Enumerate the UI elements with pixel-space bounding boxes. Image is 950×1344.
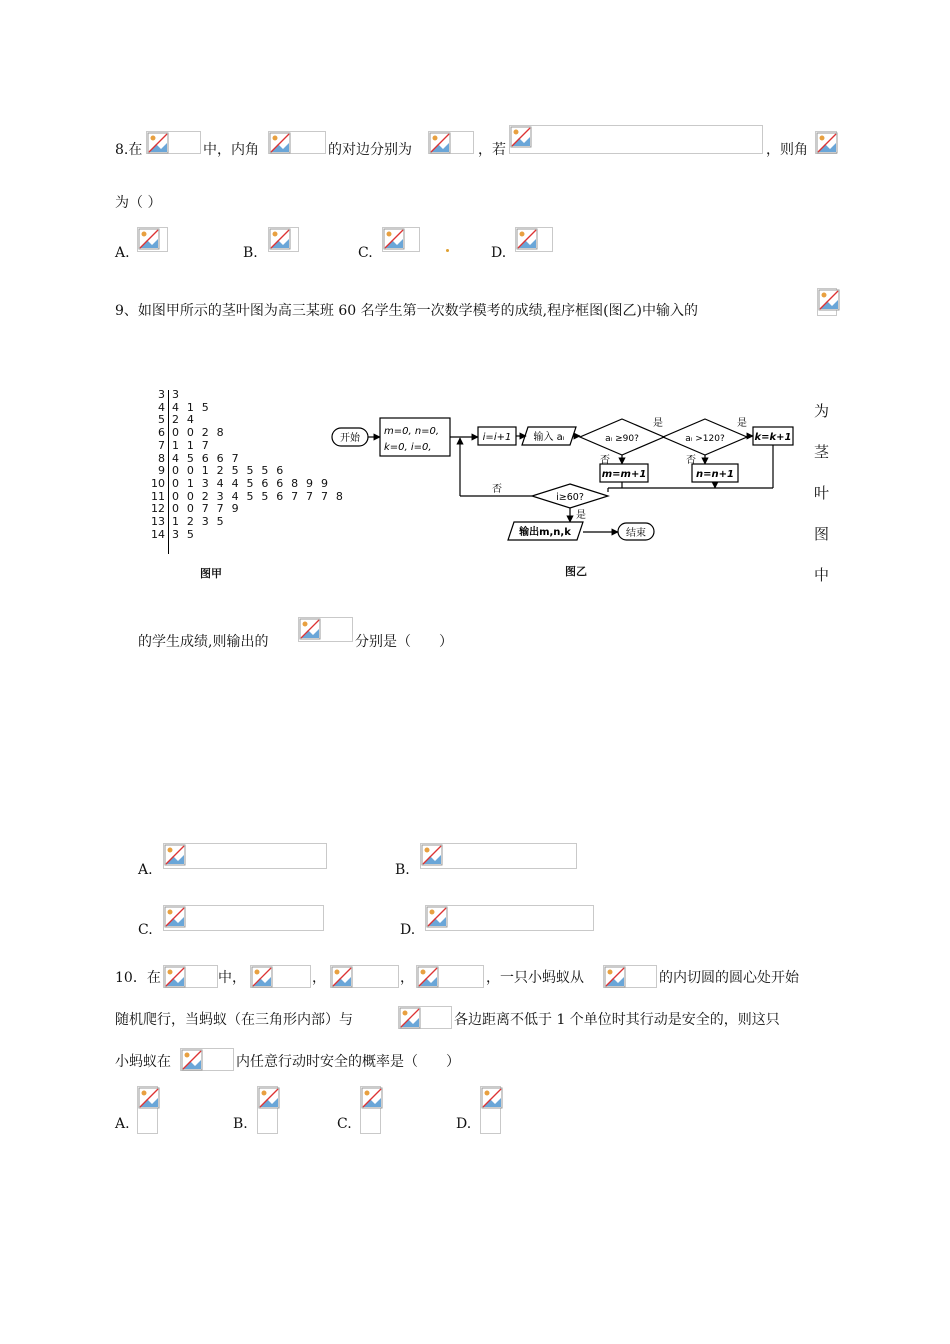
- broken-image-icon: [251, 966, 273, 988]
- formula-image-icon: [515, 227, 553, 252]
- option-label: A.: [115, 1116, 130, 1132]
- stem-value: 10: [151, 476, 165, 490]
- formula-image-icon: [268, 227, 299, 252]
- broken-image-icon: [164, 966, 186, 988]
- formula-image-icon: [268, 131, 326, 154]
- flow-n-label: n=n+1: [696, 469, 734, 480]
- formula-image-icon: [146, 131, 201, 154]
- formula-image-icon: [250, 965, 311, 988]
- stem-value: 7: [158, 438, 165, 452]
- broken-image-icon: [147, 132, 169, 154]
- formula-image-icon: [425, 905, 594, 931]
- broken-image-icon: [399, 1007, 421, 1029]
- stem-value: 8: [158, 451, 165, 465]
- broken-image-icon: [421, 844, 443, 866]
- broken-image-icon: [269, 228, 291, 250]
- flow-input-label: 输入 aᵢ: [533, 432, 565, 443]
- broken-image-icon: [138, 1087, 160, 1109]
- q9-vertical-text: 茎: [814, 443, 830, 461]
- option-label: B.: [243, 245, 258, 261]
- flow-cond2-label: aᵢ >120?: [685, 434, 725, 444]
- broken-image-icon: [269, 132, 291, 154]
- stem-value: 13: [151, 515, 165, 528]
- broken-image-icon: [516, 228, 538, 250]
- formula-image-icon: [428, 131, 474, 154]
- q10-text: 中，: [218, 970, 246, 986]
- flow-increment-label: i=i+1: [482, 432, 512, 443]
- stray-dot: [446, 249, 449, 252]
- stem-value: 3: [158, 388, 165, 401]
- formula-image-icon: [137, 227, 168, 252]
- option-label: B.: [233, 1116, 248, 1132]
- flow-output-label: 输出m,n,k: [519, 527, 571, 538]
- q9-text: 9、如图甲所示的茎叶图为高三某班 60 名学生第一次数学模考的成绩,程序框图(图乙)中输入的: [115, 303, 698, 319]
- flow-no-label: 否: [600, 455, 610, 466]
- option-label: C.: [138, 922, 153, 938]
- q8-text: ，则角: [766, 142, 808, 158]
- q10-text: 各边距离不低于 1 个单位时其行动是安全的，则这只: [454, 1012, 780, 1028]
- stem-value: 5: [158, 413, 165, 427]
- formula-image-icon: [815, 131, 837, 154]
- leaf-values: 2 4: [172, 413, 197, 427]
- broken-image-icon: [164, 844, 186, 866]
- broken-image-icon: [299, 618, 321, 640]
- formula-image-icon: [817, 288, 837, 316]
- option-label: D.: [491, 245, 507, 261]
- q10-text: 随机爬行，当蚂蚁（在三角形内部）与: [115, 1012, 353, 1028]
- option-label: A.: [138, 862, 153, 878]
- formula-image-icon: [180, 1048, 234, 1071]
- q9-vertical-text: 为: [814, 402, 830, 420]
- stem-value: 4: [158, 400, 165, 414]
- option-label: C.: [358, 245, 373, 261]
- option-label: D.: [400, 922, 416, 938]
- broken-image-icon: [164, 906, 186, 928]
- flow-init-line1: m=0, n=0,: [384, 426, 440, 437]
- q10-text: 内任意行动时安全的概率是（ ）: [236, 1054, 460, 1070]
- leaf-values: 4 1 5: [172, 400, 211, 414]
- flow-end-label: 结束: [626, 528, 646, 539]
- formula-image-icon: [480, 1086, 501, 1134]
- formula-image-icon: [163, 965, 218, 988]
- option-label: D.: [456, 1116, 472, 1132]
- formula-image-icon: [163, 905, 324, 931]
- q10-text: ，: [400, 970, 414, 986]
- broken-image-icon: [181, 1049, 203, 1071]
- stem-value: 14: [151, 527, 165, 541]
- stem-value: 9: [158, 464, 165, 478]
- broken-image-icon: [383, 228, 405, 250]
- program-flowchart: [330, 412, 800, 552]
- leaf-values: 4 5 6 6 7: [172, 451, 241, 465]
- broken-image-icon: [604, 966, 626, 988]
- leaf-values: 0 0 2 8: [172, 426, 226, 440]
- flow-no-label: 否: [686, 455, 696, 466]
- formula-image-icon: [398, 1006, 452, 1029]
- q8-text: 的对边分别为: [328, 142, 412, 158]
- flow-no-label: 否: [492, 484, 502, 495]
- option-label: B.: [395, 862, 410, 878]
- flow-cond1-label: aᵢ ≥90?: [605, 434, 639, 444]
- figure-caption: 图乙: [565, 565, 587, 578]
- broken-image-icon: [258, 1087, 280, 1109]
- q9-text: 的学生成绩,则输出的: [138, 634, 269, 650]
- q8-text: 中，内角: [203, 142, 259, 158]
- q8-prefix: 8.在: [115, 142, 143, 158]
- flow-init-line2: k=0, i=0,: [384, 442, 432, 453]
- formula-image-icon: [509, 125, 763, 154]
- flow-yes-label: 是: [576, 510, 586, 521]
- broken-image-icon: [816, 132, 838, 154]
- q9-vertical-text: 叶: [814, 484, 830, 502]
- flow-start-label: 开始: [340, 433, 360, 444]
- leaf-values: 0 0 1 2 5 5 5 6: [172, 464, 286, 478]
- option-label: C.: [337, 1116, 352, 1132]
- flow-cond3-label: i≥60?: [556, 492, 584, 503]
- flow-yes-label: 是: [737, 418, 747, 429]
- formula-image-icon: [416, 965, 484, 988]
- q10-text: 小蚂蚁在: [115, 1054, 171, 1070]
- stem-value: 11: [151, 489, 165, 503]
- formula-image-icon: [360, 1086, 381, 1134]
- broken-image-icon: [426, 906, 448, 928]
- q9-text: 分别是（ ）: [355, 634, 453, 650]
- formula-image-icon: [382, 227, 420, 252]
- q10-text: 的内切圆的圆心处开始: [659, 970, 799, 986]
- flow-m-label: m=m+1: [601, 469, 647, 480]
- formula-image-icon: [257, 1086, 278, 1134]
- broken-image-icon: [481, 1087, 503, 1109]
- stem-value: 12: [151, 502, 165, 516]
- broken-image-icon: [510, 126, 532, 148]
- formula-image-icon: [603, 965, 657, 988]
- leaf-values: 3: [172, 388, 182, 401]
- q8-text: 为（ ）: [115, 195, 162, 211]
- broken-image-icon: [818, 289, 840, 311]
- leaf-values: 0 1 3 4 4 5 6 6 8 9 9: [172, 476, 331, 490]
- formula-image-icon: [137, 1086, 158, 1134]
- flow-k-label: k=k+1: [754, 432, 792, 443]
- leaf-values: 1 2 3 5: [172, 515, 226, 528]
- formula-image-icon: [163, 843, 327, 869]
- stem-value: 6: [158, 426, 165, 440]
- stem-divider: [168, 390, 169, 554]
- leaf-values: 1 1 7: [172, 438, 211, 452]
- q10-text: ，一只小蚂蚁从: [486, 970, 584, 986]
- formula-image-icon: [420, 843, 577, 869]
- flow-yes-label: 是: [653, 418, 663, 429]
- option-label: A.: [115, 245, 130, 261]
- broken-image-icon: [429, 132, 451, 154]
- broken-image-icon: [361, 1087, 383, 1109]
- leaf-values: 0 0 7 7 9: [172, 502, 241, 516]
- figure-caption: 图甲: [200, 567, 222, 580]
- q10-text: 10．在: [115, 970, 161, 986]
- q9-vertical-text: 中: [814, 566, 830, 584]
- q10-text: ，: [312, 970, 326, 986]
- leaf-values: 3 5: [172, 527, 197, 541]
- broken-image-icon: [417, 966, 439, 988]
- formula-image-icon: [330, 965, 399, 988]
- formula-image-icon: [298, 617, 353, 642]
- q8-text: ，若: [478, 142, 506, 158]
- q9-vertical-text: 图: [814, 525, 830, 543]
- broken-image-icon: [331, 966, 353, 988]
- leaf-values: 0 0 2 3 4 5 5 6 7 7 7 8: [172, 489, 346, 503]
- broken-image-icon: [138, 228, 160, 250]
